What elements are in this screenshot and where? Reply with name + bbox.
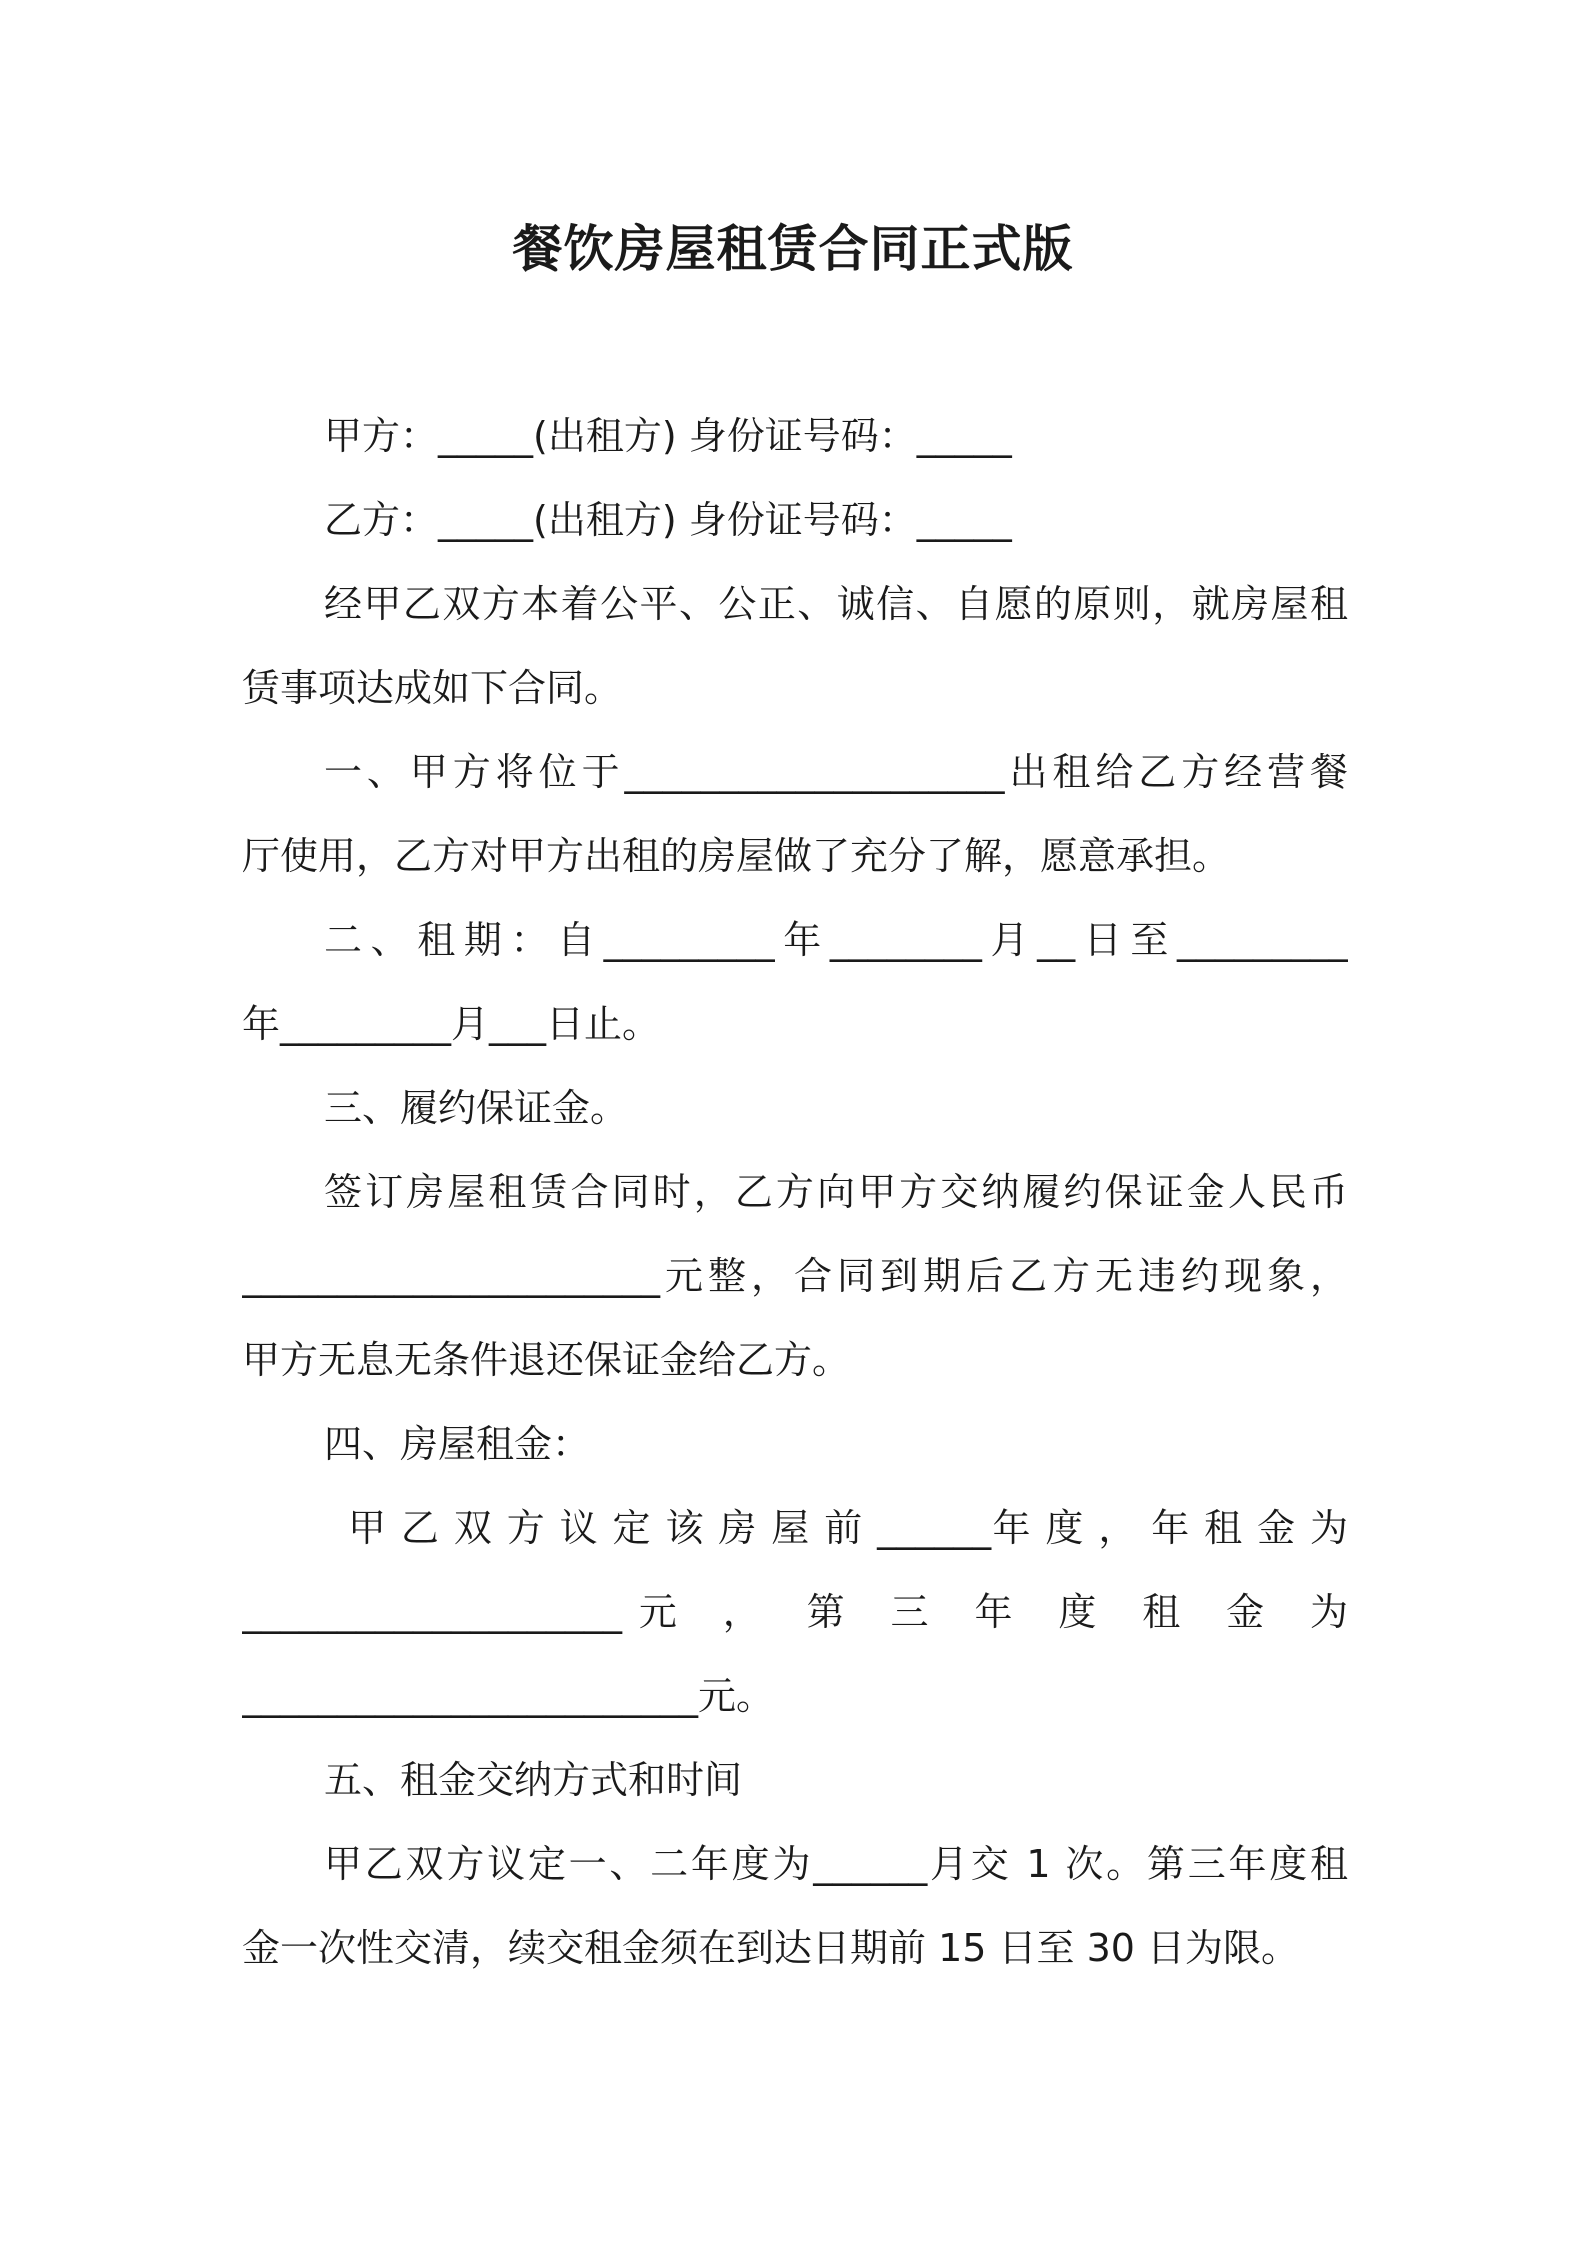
clause-1-line-2: 厅使用，乙方对甲方出租的房屋做了充分了解，愿意承担。 [242, 834, 1231, 878]
preamble-line-1: 经甲乙双方本着公平、公正、诚信、自愿的原则，就房屋租 [324, 582, 1348, 626]
clause-5-line-2: 金一次性交清，续交租金须在到达日期前 15 日至 30 日为限。 [242, 1926, 1300, 1970]
clause-4-heading: 四、房屋租金： [324, 1422, 591, 1466]
clause-3-line-3: 甲方无息无条件退还保证金给乙方。 [242, 1338, 851, 1382]
clause-3-line-1: 签订房屋租赁合同时，乙方向甲方交纳履约保证金人民币 [324, 1170, 1348, 1214]
preamble-line-2: 赁事项达成如下合同。 [242, 666, 623, 710]
clause-1-line-1: 一、甲方将位于____________________出租给乙方经营餐 [324, 750, 1348, 794]
clause-4-line-3: ________________________元。 [242, 1674, 775, 1718]
clause-3-heading: 三、履约保证金。 [324, 1086, 629, 1130]
clause-3-line-2: ______________________元整，合同到期后乙方无违约现象， [242, 1254, 1348, 1298]
clause-5-heading: 五、租金交纳方式和时间 [324, 1758, 743, 1802]
party-b-line: 乙方：_____(出租方) 身份证号码：_____ [324, 498, 1012, 542]
clause-5-line-1: 甲乙双方议定一、二年度为______月交 1 次。第三年度租 [324, 1842, 1348, 1886]
document-title: 餐饮房屋租赁合同正式版 [512, 220, 1074, 278]
clause-2-line-1: 二、租期：自_________年________月__日至_________ [324, 918, 1348, 962]
party-a-line: 甲方：_____(出租方) 身份证号码：_____ [324, 414, 1012, 458]
clause-2-line-2: 年_________月___日止。 [242, 1002, 661, 1046]
clause-4-line-1: 甲 乙 双 方 议 定 该 房 屋 前 ______年 度 ， 年 租 金 为 [348, 1506, 1348, 1550]
clause-4-line-2: ____________________元 ， 第 三 年 度 租 金 为 [242, 1590, 1348, 1634]
